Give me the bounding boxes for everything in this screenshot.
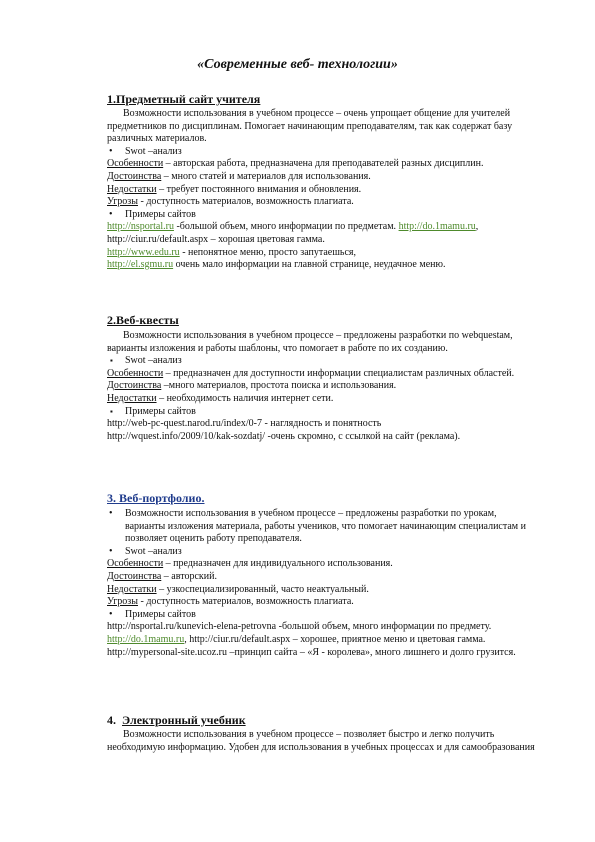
link-edu[interactable]: http://www.edu.ru <box>107 246 180 258</box>
section-2-weaknesses: Недостатки – необходимость наличия интернет сети. <box>107 392 334 404</box>
section-1-body <box>107 108 537 272</box>
section-4-intro: Возможности использования в учебном процессе – позволяет быстро и легко получить необходимую информацию. Удобен для использования в учебных процессах и для самообразования <box>107 729 535 753</box>
document-title: «Современные веб- технологии» <box>197 57 398 72</box>
section-1-example-4: http://el.sgmu.ru очень мало информации на главной странице, неудачное меню. <box>107 259 446 271</box>
section-2-example-2: http://wquest.info/2009/10/kak-sozdatj/ -очень скромно, с ссылкой на сайт (реклама). <box>107 430 461 442</box>
section-3-example-1: http://nsportal.ru/kunevich-elena-petrovna -большой объем, много информации по предмету. http://do.1mamu.ru, http://ciur.ru/default.aspx – хорошее, приятное меню и цветовая гамма. <box>107 621 492 645</box>
section-2-strengths: Достоинства –много материалов, простота поиска и использования. <box>107 380 397 392</box>
section-2-features: Особенности – предназначен для доступности информации специалистам различных областей. <box>107 367 515 379</box>
section-1-examples: • Примеры сайтов <box>107 209 537 222</box>
section-2-intro: Возможности использования в учебном процессе – предложены разработки по webquestам, варианты изложения и работы шаблоны, что помогает в работе по их созданию. <box>107 330 513 354</box>
section-1-threats: Угрозы - доступность материалов, возможность плагиата. <box>107 196 354 208</box>
section-3-body <box>107 508 537 659</box>
section-3-example-2: http://mypersonal-site.ucoz.ru –принцип сайта – «Я - королева», много лишнего и долго грузится. <box>107 646 516 658</box>
section-1-intro: Возможности использования в учебном процессе – очень упрощает общение для учителей предметников по дисциплинам. Помогает начинающим преподавателям, так как содержат базу различных материалов. <box>107 108 513 145</box>
section-2-heading: 2.Веб-квесты <box>107 313 179 327</box>
section-1-example-1: http://nsportal.ru -большой объем, много информации по предметам. http://do.1mamu.ru, <box>107 221 479 233</box>
link-do-1mamu[interactable]: http://do.1mamu.ru <box>398 221 476 233</box>
section-1-features: Особенности – авторская работа, предназначена для преподавателей разных дисциплин. <box>107 158 484 170</box>
section-3-strengths: Достоинства – авторский. <box>107 570 217 582</box>
link-sgmu[interactable]: http://el.sgmu.ru <box>107 259 174 271</box>
link-nsportal[interactable]: http://nsportal.ru <box>107 221 174 233</box>
section-2-swot: ▪ Swot –анализ <box>107 355 537 368</box>
section-3-intro: • Возможности использования в учебном процессе – предложены разработки по урокам, варианты изложения материала, работы учеников, что помогает начинающим специалистам и позволяет оценить работу преподавателя. <box>107 508 537 546</box>
section-2-examples: ▪ Примеры сайтов <box>107 406 537 419</box>
section-1-swot: • Swot –анализ <box>107 146 537 159</box>
section-3-examples: • Примеры сайтов <box>107 609 537 622</box>
section-1-example-3: http://www.edu.ru - непонятное меню, просто запутаешься, <box>107 246 357 258</box>
section-4-body <box>107 729 537 754</box>
section-1-strengths: Достоинства – много статей и материалов для использования. <box>107 170 371 182</box>
section-2-body <box>107 330 537 443</box>
section-3-weaknesses: Недостатки – узкоспециализированный, часто неактуальный. <box>107 583 369 595</box>
section-1-weaknesses: Недостатки – требует постоянного внимания и обновления. <box>107 183 362 195</box>
section-3-threats: Угрозы - доступность материалов, возможность плагиата. <box>107 596 354 608</box>
section-2-example-1: http://web-pc-quest.narod.ru/index/0-7 - наглядность и понятность <box>107 418 382 430</box>
section-1-example-2: http://ciur.ru/default.aspx – хорошая цветовая гамма. <box>107 233 325 245</box>
section-3-heading: 3. Веб-портфолио. <box>107 491 205 505</box>
section-3-swot: • Swot –анализ <box>107 546 537 559</box>
section-3-features: Особенности – предназначен для индивидуального использования. <box>107 558 393 570</box>
section-1-heading: 1.Предметный сайт учителя <box>107 92 261 106</box>
section-4-heading: 4. Электронный учебник <box>107 713 246 727</box>
link-do-1mamu-2[interactable]: http://do.1mamu.ru <box>107 633 185 645</box>
